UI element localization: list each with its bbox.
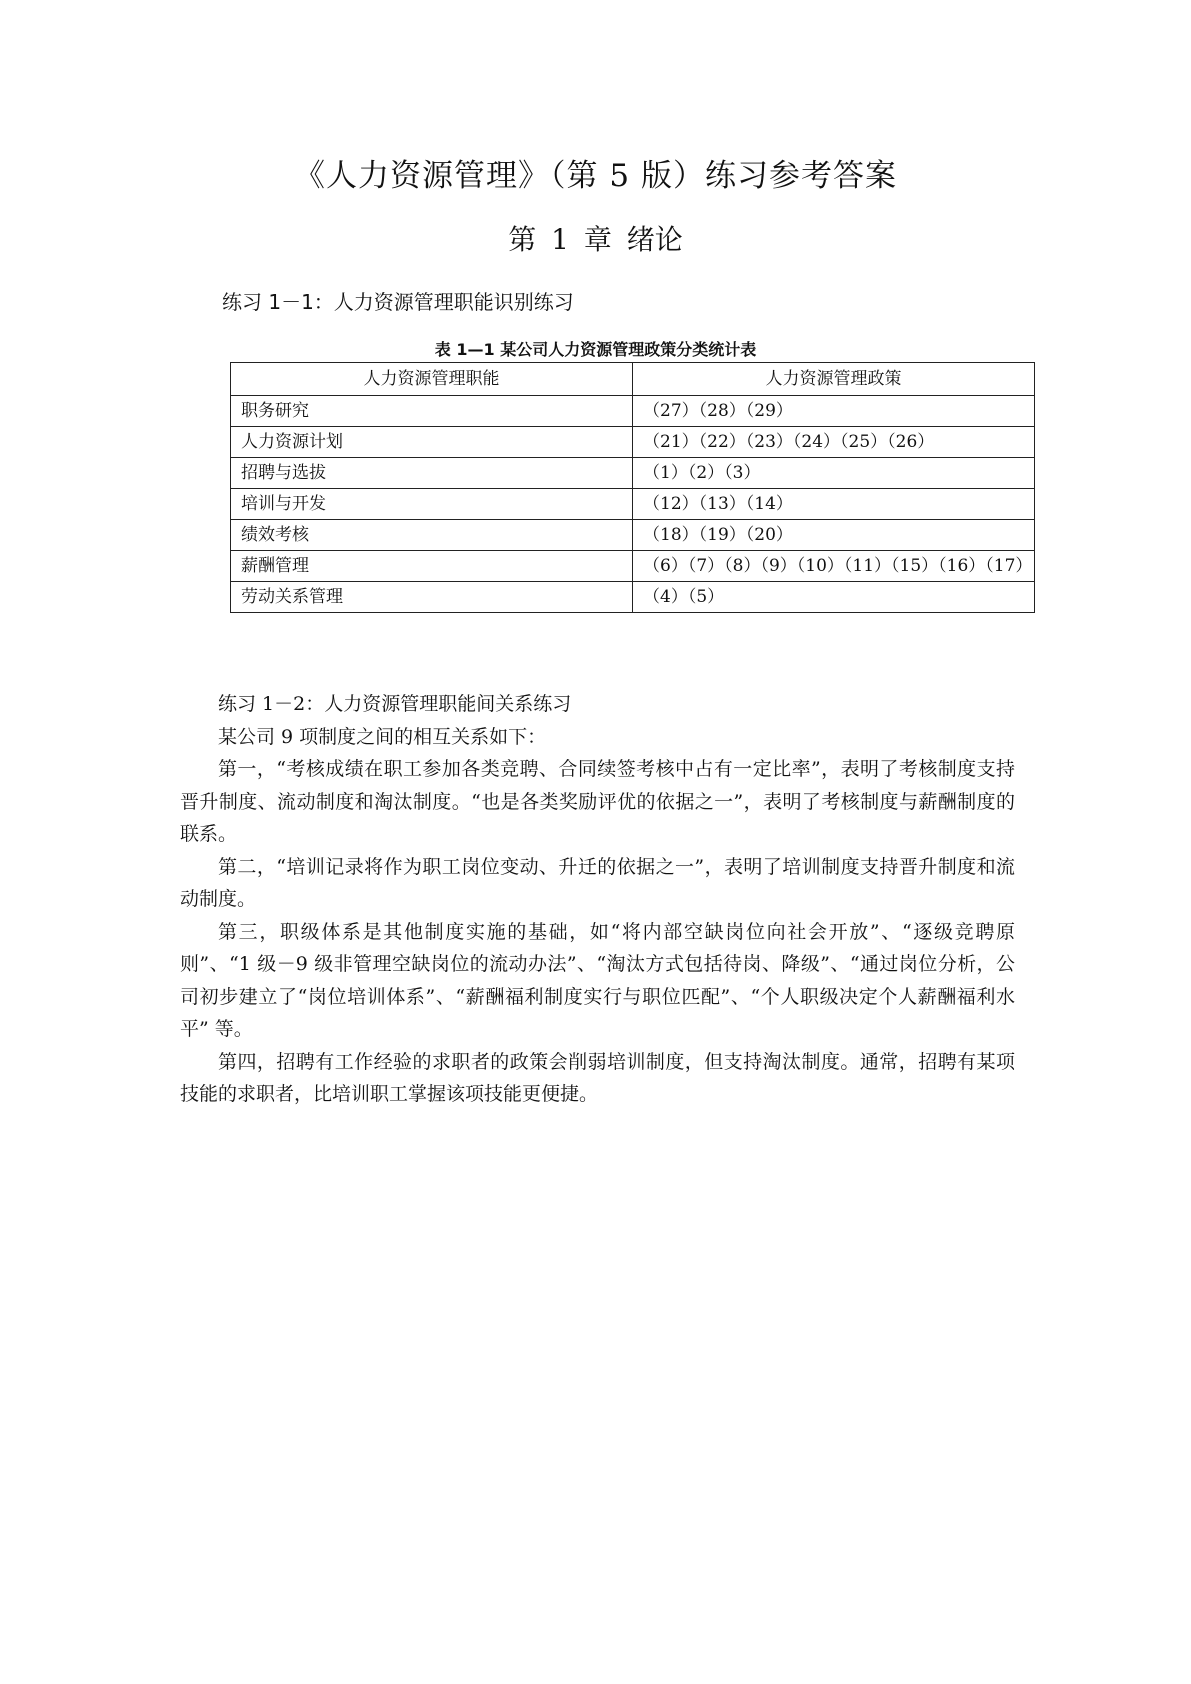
paragraph-fourth: 第四，招聘有工作经验的求职者的政策会削弱培训制度，但支持淘汰制度。通常，招聘有某项技能的求职者，比培训职工掌握该项技能更便捷。 — [180, 1050, 1015, 1105]
exercise-2-intro: 某公司 9 项制度之间的相互关系如下： — [218, 725, 547, 748]
function-cell: 职务研究 — [231, 396, 633, 427]
exercise-2-heading: 练习 1－2：人力资源管理职能间关系练习 — [218, 693, 572, 715]
policy-cell: （21）（22）（23）（24）（25）（26） — [633, 427, 1035, 458]
paragraph-third: 第三，职级体系是其他制度实施的基础，如“将内部空缺岗位向社会开放”、“逐级竞聘原则”、“1 级－9 级非管理空缺岗位的流动办法”、“淘汰方式包括待岗、降级”、“通过岗位分析，公司初步建立了“岗位培训体系”、“薪酬福利制度实行与职位匹配”、“个人职级决定个人薪酬福利水平” 等。 — [180, 920, 1015, 1040]
paragraph-second: 第二，“培训记录将作为职工岗位变动、升迁的依据之一”，表明了培训制度支持晋升制度和流动制度。 — [180, 855, 1015, 910]
column-header-function: 人力资源管理职能 — [231, 363, 633, 396]
function-cell: 绩效考核 — [231, 520, 633, 551]
policy-cell: （27）（28）（29） — [633, 396, 1035, 427]
function-cell: 招聘与选拔 — [231, 458, 633, 489]
table-row — [231, 520, 1035, 551]
table-header-row — [231, 363, 1035, 396]
policy-cell: （12）（13）（14） — [633, 489, 1035, 520]
exercise-1-heading: 练习 1－1：人力资源管理职能识别练习 — [222, 290, 574, 314]
table-row — [231, 551, 1035, 582]
policy-table — [230, 362, 1035, 613]
table-caption: 表 1—1 某公司人力资源管理政策分类统计表 — [434, 340, 757, 359]
function-cell: 人力资源计划 — [231, 427, 633, 458]
function-cell: 劳动关系管理 — [231, 582, 633, 613]
policy-cell: （18）（19）（20） — [633, 520, 1035, 551]
policy-cell: （1）（2）（3） — [633, 458, 1035, 489]
table-row — [231, 458, 1035, 489]
table-row — [231, 396, 1035, 427]
policy-cell: （4）（5） — [633, 582, 1035, 613]
function-cell: 薪酬管理 — [231, 551, 633, 582]
function-cell: 培训与开发 — [231, 489, 633, 520]
table-row — [231, 582, 1035, 613]
chapter-title: 第 1 章 绪论 — [508, 223, 683, 256]
table-row — [231, 427, 1035, 458]
table-row — [231, 489, 1035, 520]
column-header-policy: 人力资源管理政策 — [633, 363, 1035, 396]
paragraph-first: 第一，“考核成绩在职工参加各类竞聘、合同续签考核中占有一定比率”，表明了考核制度支持晋升制度、流动制度和淘汰制度。“也是各类奖励评优的依据之一”，表明了考核制度与薪酬制度的联系。 — [180, 758, 1015, 845]
exercise-2-section — [180, 688, 1015, 1111]
document-title: 《人力资源管理》（第 5 版）练习参考答案 — [294, 158, 897, 194]
policy-cell: （6）（7）（8）（9）（10）（11）（15）（16）（17） — [633, 551, 1035, 582]
